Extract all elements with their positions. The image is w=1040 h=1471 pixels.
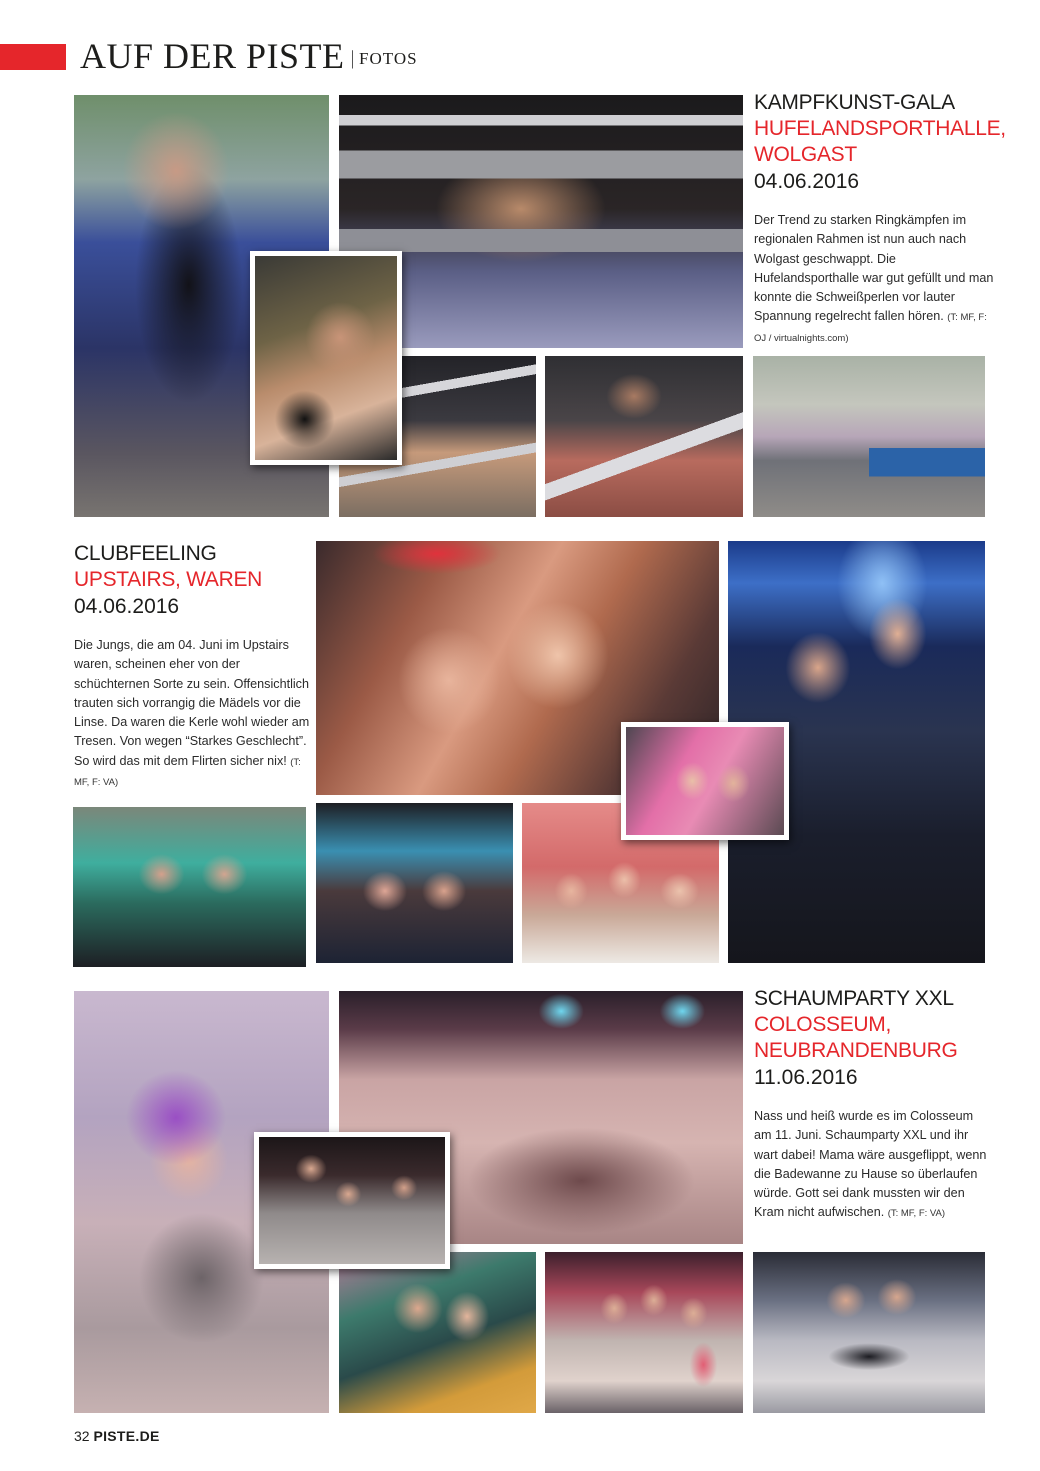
photo-couple-in-foam <box>339 1252 536 1413</box>
page-header <box>80 36 418 83</box>
event-title: CLUBFEELING <box>74 542 217 565</box>
header-title: AUF DER PISTE <box>80 36 345 76</box>
photo-group-with-sunglasses-inset <box>254 1132 450 1269</box>
event-description <box>754 211 994 348</box>
event-venue: UPSTAIRS, WAREN <box>74 568 263 591</box>
photo-boxers-clinch-inset <box>250 251 402 465</box>
header-accent-bar <box>0 44 66 70</box>
page-number: 32 <box>74 1428 90 1444</box>
event-title: SCHAUMPARTY XXL <box>754 987 954 1010</box>
event-info-kampfkunst <box>754 90 1006 348</box>
event-venue-city: WOLGAST <box>754 143 857 166</box>
photo-two-women-upstairs-sign <box>73 807 306 967</box>
event-date: 04.06.2016 <box>754 170 860 193</box>
photo-trainer-at-ring-corner <box>545 356 743 517</box>
page-footer <box>74 1428 160 1444</box>
event-description <box>754 1107 994 1224</box>
event-description <box>74 636 314 792</box>
event-date: 04.06.2016 <box>74 595 180 618</box>
photo-two-women-foam <box>753 1252 985 1413</box>
photo-two-women-inset <box>621 722 789 840</box>
event-venue-city: NEUBRANDENBURG <box>754 1039 958 1062</box>
photo-sports-hall-overview <box>753 356 985 517</box>
event-credit: (T: MF, F: VA) <box>887 1208 946 1220</box>
photo-two-women-at-bar <box>316 803 513 963</box>
photo-four-women-foam <box>545 1252 743 1413</box>
event-body-text: Der Trend zu starken Ringkämpfen im regionalen Rahmen ist nun auch nach Wolgast geschwappt. Die Hufelandsporthalle war gut gefüllt und man konnte die Schweißperlen vor lauter Spannung regelrecht fallen hören. <box>754 213 994 324</box>
event-body-text: Nass und heiß wurde es im Colosseum am 11. Juni. Schaumparty XXL und ihr wart dabei! Mama wäre ausgeflippt, wenn die Badewanne zu Hause so überlaufen würde. Gott sei dank mussten wir den Kram nicht aufwischen. <box>754 1109 987 1220</box>
footer-brand: PISTE.DE <box>93 1428 160 1444</box>
event-credit: (T: MF, F: OJ / virtualnights.com) <box>754 312 987 344</box>
event-venue: COLOSSEUM, <box>754 1013 892 1036</box>
event-venue: HUFELANDSPORTHALLE, <box>754 117 1006 140</box>
header-separator: | <box>350 47 356 69</box>
event-info-schaumparty <box>754 986 994 1224</box>
event-body-text: Die Jungs, die am 04. Juni im Upstairs waren, scheinen eher von der schüchternen Sorte zu sein. Offensichtlich trauten sich vorrangig die Mädels vor die Linse. Da waren die Kerle wohl wieder am Tresen. Von wegen “Starkes Geschlecht”. So wird das mit dem Flirten sicher nix! <box>74 638 310 768</box>
header-section: FOTOS <box>359 49 418 68</box>
event-info-clubfeeling <box>74 541 314 792</box>
event-date: 11.06.2016 <box>754 1066 858 1089</box>
event-title: KAMPFKUNST-GALA <box>754 91 955 114</box>
event-credit: (T: MF, F: VA) <box>74 756 301 789</box>
